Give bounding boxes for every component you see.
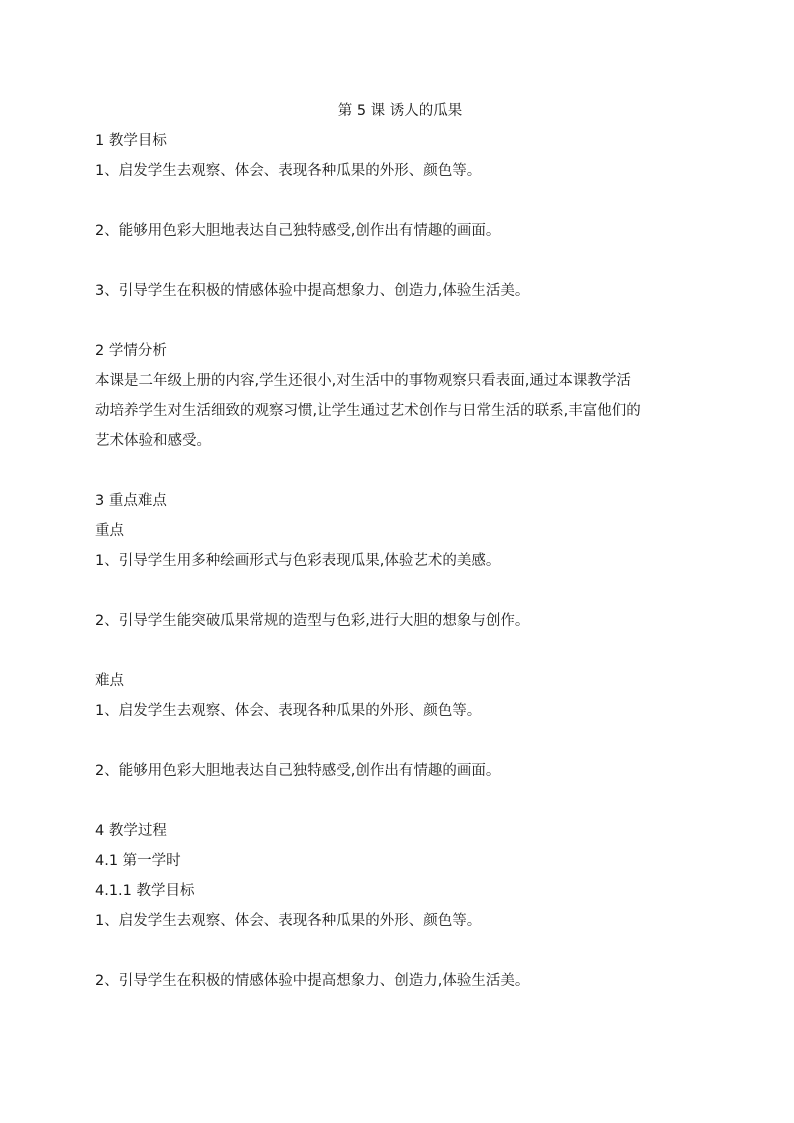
process-objective-item: 1、启发学生去观察、体会、表现各种瓜果的外形、颜色等。 [95, 913, 482, 929]
blank-line [95, 636, 705, 666]
subsection-heading: 4.1.1 教学目标 [95, 883, 195, 899]
analysis-line: 艺术体验和感受。 [95, 433, 211, 449]
blank-line [95, 576, 705, 606]
section-heading-analysis: 2 学情分析 [95, 343, 167, 359]
difficulties-label: 难点 [95, 673, 124, 689]
key-points-label: 重点 [95, 523, 124, 539]
difficulty-item: 2、能够用色彩大胆地表达自己独特感受,创作出有情趣的画面。 [95, 763, 501, 779]
difficulty-item: 1、启发学生去观察、体会、表现各种瓜果的外形、颜色等。 [95, 703, 482, 719]
blank-line [95, 456, 705, 486]
subsection-heading: 4.1 第一学时 [95, 853, 181, 869]
document-body [95, 96, 705, 996]
section-heading-key-points: 3 重点难点 [95, 493, 167, 509]
blank-line [95, 246, 705, 276]
objective-item: 2、能够用色彩大胆地表达自己独特感受,创作出有情趣的画面。 [95, 223, 501, 239]
blank-line [95, 786, 705, 816]
section-heading-process: 4 教学过程 [95, 823, 167, 839]
objective-item: 3、引导学生在积极的情感体验中提高想象力、创造力,体验生活美。 [95, 283, 530, 299]
key-point-item: 2、引导学生能突破瓜果常规的造型与色彩,进行大胆的想象与创作。 [95, 613, 530, 629]
key-point-item: 1、引导学生用多种绘画形式与色彩表现瓜果,体验艺术的美感。 [95, 553, 501, 569]
section-heading-objectives: 1 教学目标 [95, 133, 167, 149]
analysis-line: 本课是二年级上册的内容,学生还很小,对生活中的事物观察只看表面,通过本课教学活 [95, 373, 631, 389]
page-title: 第 5 课 诱人的瓜果 [337, 103, 463, 119]
blank-line [95, 186, 705, 216]
analysis-line: 动培养学生对生活细致的观察习惯,让学生通过艺术创作与日常生活的联系,丰富他们的 [95, 403, 641, 419]
blank-line [95, 936, 705, 966]
blank-line [95, 306, 705, 336]
process-objective-item: 2、引导学生在积极的情感体验中提高想象力、创造力,体验生活美。 [95, 973, 530, 989]
objective-item: 1、启发学生去观察、体会、表现各种瓜果的外形、颜色等。 [95, 163, 482, 179]
blank-line [95, 726, 705, 756]
